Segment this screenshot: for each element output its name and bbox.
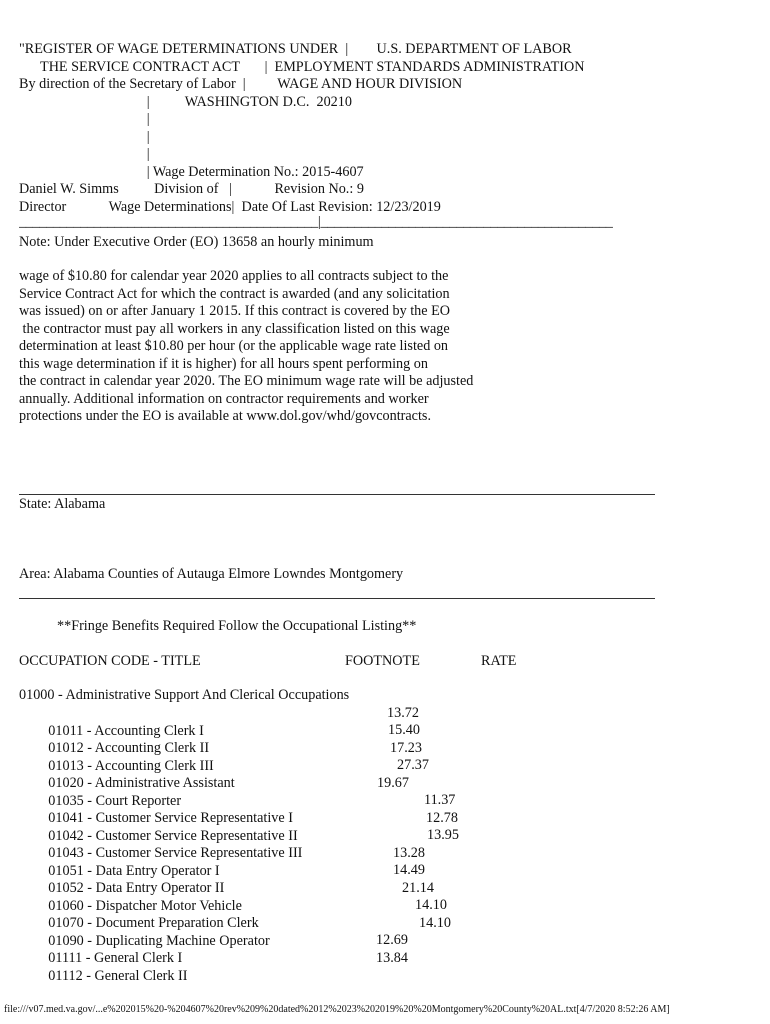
fringe-benefits-note: **Fringe Benefits Required Follow the Occupational Listing** (57, 618, 417, 634)
occupation-group-heading: 01000 - Administrative Support And Clerical Occupations (19, 687, 350, 703)
occupation-title: 01111 - General Clerk I (48, 949, 183, 966)
note-line-3: was issued) on or after January 1 2015. If this contract is covered by the EO (19, 303, 451, 319)
note-line-1: wage of $10.80 for calendar year 2020 applies to all contracts subject to the (19, 268, 449, 284)
column-header-rate: RATE (481, 653, 517, 669)
header-line-3: By direction of the Secretary of Labor | WAGE AND HOUR DIVISION (19, 76, 463, 92)
header-line-2: THE SERVICE CONTRACT ACT | EMPLOYMENT STANDARDS ADMINISTRATION (19, 59, 585, 75)
note-line-9: protections under the EO is available at www.dol.gov/whd/govcontracts. (19, 408, 431, 424)
header-line-4: | WASHINGTON D.C. 20210 (19, 94, 352, 110)
note-line-5: determination at least $10.80 per hour (or the applicable wage rate listed on (19, 338, 449, 354)
occupation-title: 01070 - Document Preparation Clerk (48, 914, 259, 931)
note-line-2: Service Contract Act for which the contract is awarded (and any solicitation (19, 286, 450, 302)
header-line-10: Director Wage Determinations| Date Of Last Revision: 12/23/2019 (19, 199, 441, 215)
header-line-9: Daniel W. Simms Division of | Revision No.: 9 (19, 181, 364, 197)
column-header-title: OCCUPATION CODE - TITLE (19, 653, 201, 669)
occupation-rate: 14.49 (393, 862, 425, 878)
occupation-title: 01051 - Data Entry Operator I (48, 862, 220, 879)
table-row (27, 950, 408, 984)
occupation-title: 01060 - Dispatcher Motor Vehicle (48, 897, 242, 914)
occupation-rate: 13.95 (427, 827, 459, 843)
occupation-title: 01041 - Customer Service Representative I (48, 809, 293, 826)
occupation-title: 01043 - Customer Service Representative III (48, 844, 303, 861)
occupation-table-header (19, 652, 759, 670)
note-first-line: Note: Under Executive Order (EO) 13658 an hourly minimum (19, 234, 374, 250)
occupation-title: 01011 - Accounting Clerk I (48, 722, 204, 739)
occupation-rate: 13.28 (393, 845, 425, 861)
state-divider (19, 494, 655, 495)
area-divider (19, 598, 655, 599)
column-header-footnote: FOOTNOTE (345, 653, 420, 669)
header-line-1: "REGISTER OF WAGE DETERMINATIONS UNDER | U.S. DEPARTMENT OF LABOR (19, 41, 572, 57)
header-separator: ____________________________________________|___________________________________________ (19, 214, 613, 230)
occupation-rate: 13.72 (387, 705, 419, 721)
occupation-rate: 14.10 (419, 915, 451, 931)
occupation-rate: 27.37 (397, 757, 429, 773)
occupation-title: 01035 - Court Reporter (48, 792, 182, 809)
state-label: State: Alabama (19, 496, 106, 512)
occupation-title: 01013 - Accounting Clerk III (48, 757, 214, 774)
occupation-rate: 19.67 (377, 775, 409, 791)
occupation-rate: 17.23 (390, 740, 422, 756)
area-label: Area: Alabama Counties of Autauga Elmore Lowndes Montgomery (19, 566, 404, 582)
note-line-7: the contract in calendar year 2020. The EO minimum wage rate will be adjusted (19, 373, 474, 389)
occupation-title: 01052 - Data Entry Operator II (48, 879, 225, 896)
header-line-5: | (19, 111, 150, 127)
occupation-rate: 12.69 (376, 932, 408, 948)
occupation-rate: 11.37 (424, 792, 456, 808)
note-line-4: the contractor must pay all workers in any classification listed on this wage (19, 321, 450, 337)
header-line-7: | (19, 146, 150, 162)
header-line-6: | (19, 129, 150, 145)
occupation-rate: 21.14 (402, 880, 434, 896)
note-line-6: this wage determination if it is higher) for all hours spent performing on (19, 356, 428, 372)
table-row (27, 775, 409, 809)
occupation-title: 01090 - Duplicating Machine Operator (48, 932, 270, 949)
print-footer-path: file:///v07.med.va.gov/...e%202015%20-%204607%20rev%209%20dated%2012%2023%202019%20%20Montgomery%20County%20AL.txt[4/7/2020 8:52:26 AM] (4, 1004, 670, 1015)
occupation-title: 01042 - Customer Service Representative II (48, 827, 298, 844)
occupation-rate: 12.78 (426, 810, 458, 826)
header-line-8: | Wage Determination No.: 2015-4607 (19, 164, 364, 180)
table-row (27, 897, 447, 931)
occupation-rate: 15.40 (388, 722, 420, 738)
occupation-rate: 13.84 (376, 950, 408, 966)
occupation-title: 01012 - Accounting Clerk II (48, 739, 210, 756)
occupation-title: 01112 - General Clerk II (48, 967, 188, 984)
note-line-8: annually. Additional information on contractor requirements and worker (19, 391, 429, 407)
occupation-rate: 14.10 (415, 897, 447, 913)
occupation-title: 01020 - Administrative Assistant (48, 774, 235, 791)
